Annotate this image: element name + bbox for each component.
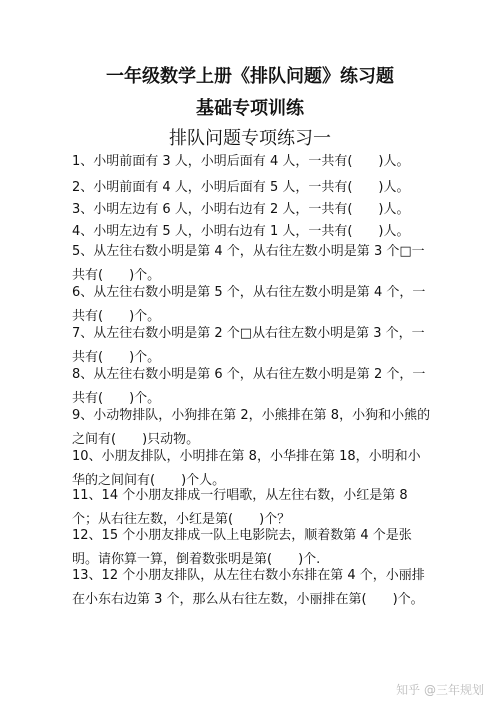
question-4: 4、小明左边有 5 人，小明右边有 1 人，一共有( )人。: [72, 224, 410, 239]
question-10: 10、小朋友排队，小明排在第 8，小华排在第 18，小明和小华的之间间有( )个人。: [72, 449, 421, 488]
question-9: 9、小动物排队，小狗排在第 2，小熊排在第 8，小狗和小熊的之间有( )只动物。: [72, 408, 431, 447]
watermark: 知乎 @三年规划: [396, 683, 484, 697]
section-title: 排队问题专项练习一: [169, 128, 331, 149]
question-7: 7、从左往右数小明是第 2 个□从右往左数小明是第 3 个，一共有( )个。: [72, 326, 425, 365]
page-subtitle: 基础专项训练: [196, 98, 304, 119]
question-6: 6、从左往右数小明是第 5 个，从右往左数小明是第 4 个，一共有( )个。: [72, 285, 426, 324]
question-2: 2、小明前面有 4 人，小明后面有 5 人，一共有( )人。: [72, 180, 410, 195]
question-5: 5、从左往右数小明是第 4 个，从右往左数小明是第 3 个□一共有( )个。: [72, 244, 425, 283]
page-title: 一年级数学上册《排队问题》练习题: [106, 66, 394, 87]
question-8: 8、从左往右数小明是第 6 个，从右往左数小明是第 2 个，一共有( )个。: [72, 367, 426, 406]
question-13: 13、12 个小朋友排队，从左往右数小东排在第 4 个，小丽排在小东右边第 3 个，那么从右往左数，小丽排在第( )个。: [72, 568, 425, 607]
question-1: 1、小明前面有 3 人，小明后面有 4 人，一共有( )人。: [72, 154, 410, 169]
question-11: 11、14 个小朋友排成一行唱歌，从左往右数，小红是第 8 个；从右往左数，小红是第( )个？: [72, 488, 408, 527]
question-3: 3、小明左边有 6 人，小明右边有 2 人，一共有( )人。: [72, 202, 410, 217]
question-12: 12、15 个小朋友排成一队上电影院去，顺着数第 4 个是张明。请你算一算，倒着数张明是第( )个.: [72, 528, 412, 567]
